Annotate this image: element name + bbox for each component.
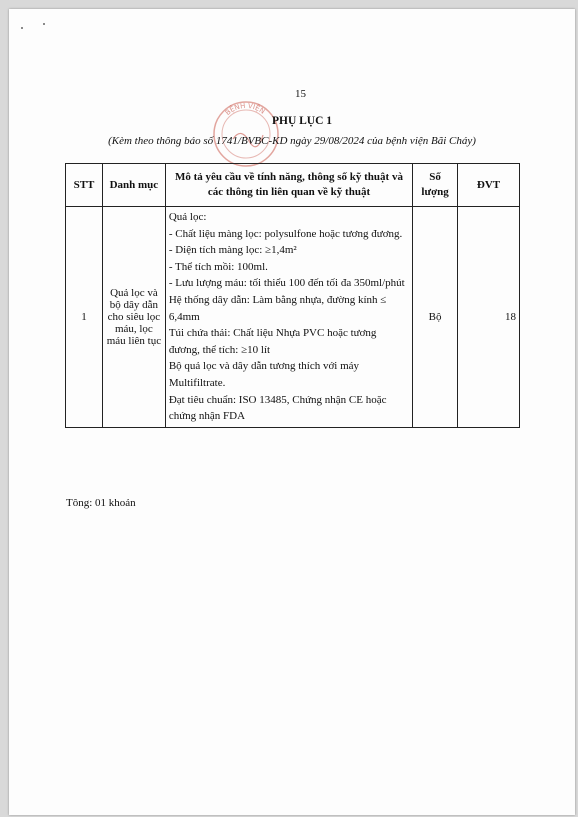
header-dvt: ĐVT	[458, 164, 520, 207]
document-subtitle: (Kèm theo thông báo số 1741/BVBC-KD ngày 29/08/2024 của bệnh viện Bãi Cháy)	[108, 135, 476, 147]
desc-line: - Chất liệu màng lọc: polysulfone hoặc tương đương.	[168, 227, 403, 240]
header-danh-muc: Danh mục	[102, 164, 165, 207]
header-so-luong: Số lượng	[413, 164, 458, 207]
hospital-stamp-icon	[211, 99, 281, 169]
desc-line: - Diện tích màng lọc: ≥1,4m²	[168, 244, 297, 257]
desc-line: Túi chứa thải: Chất liệu Nhựa PVC hoặc tương đương, thể tích: ≥10 lít	[168, 327, 377, 356]
specification-table	[65, 163, 520, 428]
desc-line: - Lưu lượng máu: tối thiểu 100 đến tối đa 350ml/phút	[168, 277, 405, 290]
cell-stt: 1	[66, 207, 103, 428]
header-mo-ta: Mô tả yêu cầu về tính năng, thông số kỹ thuật và các thông tin liên quan về kỹ thuật	[165, 164, 412, 207]
desc-line: - Thể tích mồi: 100ml.	[168, 260, 268, 273]
page-number: 15	[295, 88, 306, 100]
document-title: PHỤ LỤC 1	[271, 115, 333, 127]
table-row	[66, 207, 520, 428]
cell-dvt: 18	[458, 207, 520, 428]
stamp-text: BỆNH VIỆN	[223, 101, 267, 118]
desc-line: Quả lọc:	[168, 211, 207, 223]
scan-speck	[21, 27, 23, 29]
table-header-row	[66, 164, 520, 207]
total-items: Tông: 01 khoản	[66, 497, 136, 509]
desc-line: Hệ thống dây dẫn: Làm bằng nhựa, đường kính ≤ 6,4mm	[168, 293, 387, 323]
cell-so-luong: Bộ	[413, 207, 458, 428]
cell-mo-ta	[165, 207, 412, 428]
header-stt: STT	[66, 164, 103, 207]
desc-line: Đạt tiêu chuẩn: ISO 13485, Chứng nhận CE hoặc chứng nhận FDA	[168, 393, 387, 423]
cell-danh-muc: Quả lọc và bộ dây dẫn cho siêu lọc máu, lọc máu liên tục	[102, 207, 165, 428]
scan-speck	[43, 23, 45, 25]
document-page	[9, 9, 575, 815]
desc-line: Bộ quả lọc và dây dẫn tương thích với máy Multifiltrate.	[168, 360, 360, 389]
